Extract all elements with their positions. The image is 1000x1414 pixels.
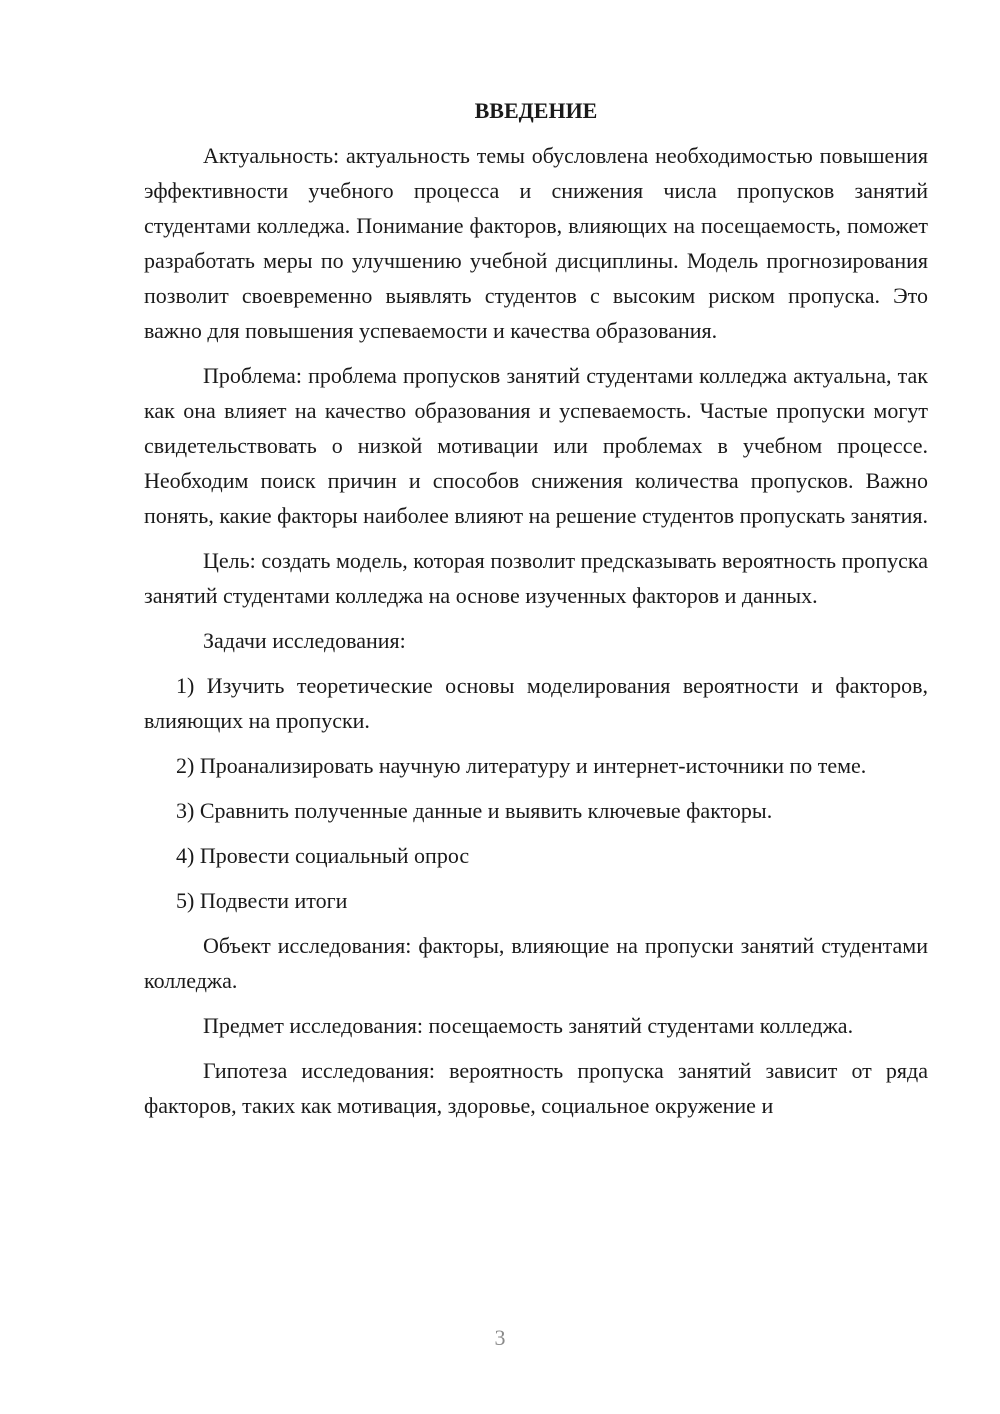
task-item-4: 4) Провести социальный опрос	[176, 843, 470, 868]
page-number: 3	[494, 1325, 506, 1350]
subject-paragraph: Предмет исследования: посещаемость занятий студентами колледжа.	[203, 1013, 854, 1038]
task-item-2: 2) Проанализировать научную литературу и интернет-источники по теме.	[176, 753, 867, 778]
object-paragraph: Объект исследования: факторы, влияющие на пропуски занятий студентами колледжа.	[144, 933, 928, 993]
document-body	[144, 94, 928, 1133]
relevance-paragraph: Актуальность: актуальность темы обусловлена необходимостью повышения эффективности учебного процесса и снижения числа пропусков занятий студентами колледжа. Понимание факторов, влияющих на посещаемость, поможет разработать меры по улучшению учебной дисциплины. Модель прогнозирования позволит своевременно выявлять студентов с высоким риском пропуска. Это важно для повышения успеваемости и качества образования.	[144, 143, 928, 343]
problem-paragraph: Проблема: проблема пропусков занятий студентами колледжа актуальна, так как она влияет на качество образования и успеваемость. Частые пропуски могут свидетельствовать о низкой мотивации или проблемах в учебном процессе. Необходим поиск причин и способов снижения количества пропусков. Важно понять, какие факторы наиболее влияют на решение студентов пропускать занятия.	[144, 363, 928, 528]
tasks-intro: Задачи исследования:	[203, 628, 406, 653]
hypothesis-paragraph: Гипотеза исследования: вероятность пропуска занятий зависит от ряда факторов, таких как мотивация, здоровье, социальное окружение и	[144, 1058, 928, 1118]
section-heading: ВВЕДЕНИЕ	[474, 98, 598, 123]
goal-paragraph: Цель: создать модель, которая позволит предсказывать вероятность пропуска занятий студентами колледжа на основе изученных факторов и данных.	[144, 548, 928, 608]
task-item-3: 3) Сравнить полученные данные и выявить ключевые факторы.	[176, 798, 773, 823]
task-item-1: 1) Изучить теоретические основы моделирования вероятности и факторов, влияющих на пропуски.	[144, 673, 928, 733]
task-item-5: 5) Подвести итоги	[176, 888, 348, 913]
